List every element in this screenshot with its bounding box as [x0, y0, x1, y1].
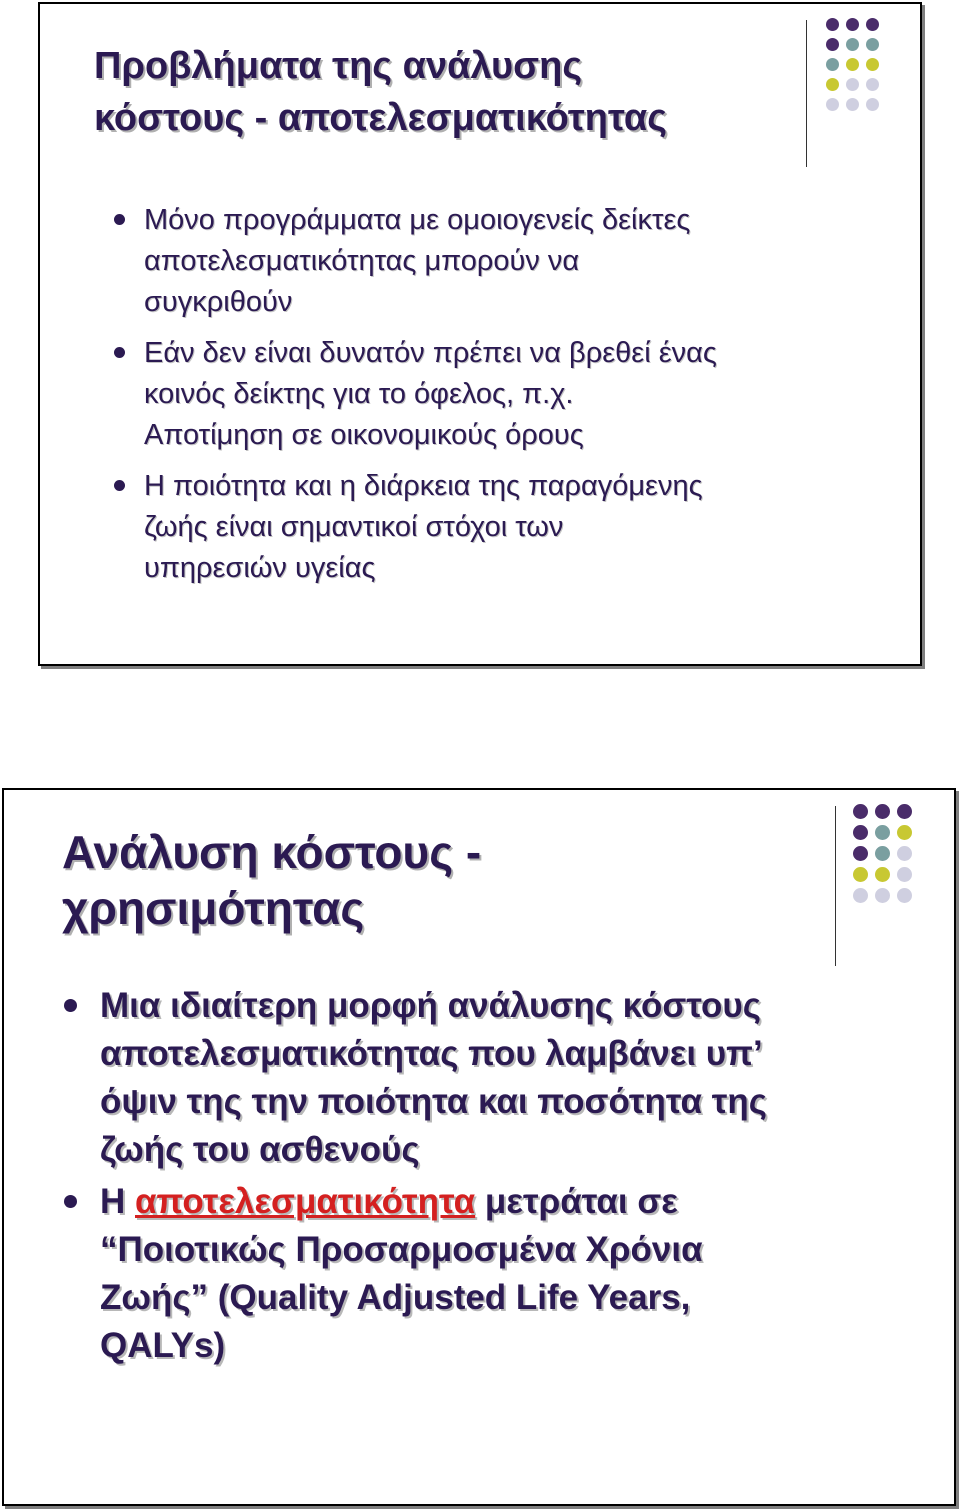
bullet-line: Εάν δεν είναι δυνατόν πρέπει να βρεθεί ένας [144, 337, 717, 369]
purple-dot [826, 18, 839, 31]
teal-dot [875, 846, 890, 861]
lavender-dot [853, 888, 868, 903]
purple-dot [846, 18, 859, 31]
bullet-line: Η ποιότητα και η διάρκεια της παραγόμενης [144, 470, 703, 502]
bullet-item [144, 200, 914, 323]
lavender-dot [897, 867, 912, 882]
title-line: χρησιμότητας [62, 882, 365, 934]
bullet-line: κοινός δείκτης για το όφελος, π.χ. [144, 378, 574, 410]
lavender-dot [897, 846, 912, 861]
title-line: κόστους - αποτελεσματικότητας [94, 97, 668, 139]
bullet-line: Μόνο προγράμματα με ομοιογενείς δείκτες [144, 204, 691, 236]
bullet-line: Ζωής” (Quality Adjusted Life Years, [100, 1278, 691, 1317]
yellow-dot [826, 78, 839, 91]
slide-2-bullet-list [100, 982, 940, 1374]
bullet-line: συγκριθούν [144, 286, 293, 318]
teal-dot [866, 38, 879, 51]
teal-dot [826, 58, 839, 71]
bullet-line: Μια ιδιαίτερη μορφή ανάλυσης κόστους [100, 986, 761, 1025]
yellow-dot [853, 867, 868, 882]
lavender-dot [875, 888, 890, 903]
slide-1-title [94, 40, 667, 144]
bullet-dot-icon [114, 347, 125, 358]
yellow-dot [897, 825, 912, 840]
slide-2-title [62, 824, 481, 936]
lavender-dot [866, 78, 879, 91]
bullet-item [144, 466, 914, 589]
bullet-line: QALYs) [100, 1326, 226, 1365]
slide-1 [38, 2, 922, 666]
yellow-dot [875, 867, 890, 882]
bullet-suffix: μετράται σε [475, 1182, 678, 1221]
purple-dot [853, 804, 868, 819]
title-line: Ανάλυση κόστους - [62, 826, 482, 878]
bullet-line: “Ποιοτικώς Προσαρμοσμένα Χρόνια [100, 1230, 703, 1269]
decorative-dot-grid [826, 18, 879, 111]
lavender-dot [846, 98, 859, 111]
teal-dot [846, 38, 859, 51]
bullet-line: όψιν της την ποιότητα και ποσότητα της [100, 1082, 767, 1121]
teal-dot [875, 825, 890, 840]
purple-dot [826, 38, 839, 51]
purple-dot [853, 825, 868, 840]
bullet-line: αποτελεσματικότητας μπορούν να [144, 245, 580, 277]
slide-1-bullet-list [144, 200, 914, 599]
bullet-item [100, 1178, 940, 1370]
bullet-line: ζωής είναι σημαντικοί στόχοι των [144, 511, 564, 543]
bullet-item [144, 333, 914, 456]
purple-dot [897, 804, 912, 819]
bullet-line: ζωής του ασθενούς [100, 1130, 420, 1169]
effectiveness-link[interactable]: αποτελεσματικότητα [135, 1182, 476, 1221]
yellow-dot [846, 58, 859, 71]
bullet-line: Αποτίμηση σε οικονομικούς όρους [144, 419, 584, 451]
bullet-dot-icon [64, 1195, 77, 1208]
purple-dot [853, 846, 868, 861]
bullet-dot-icon [114, 480, 125, 491]
yellow-dot [866, 58, 879, 71]
title-line: Προβλήματα της ανάλυσης [94, 45, 583, 87]
bullet-line [100, 1178, 940, 1226]
decorative-dot-grid [853, 804, 912, 903]
purple-dot [866, 18, 879, 31]
slide-2 [2, 788, 956, 1506]
purple-dot [875, 804, 890, 819]
lavender-dot [897, 888, 912, 903]
decorative-divider [835, 806, 836, 966]
bullet-prefix: Η [100, 1182, 135, 1221]
bullet-dot-icon [64, 999, 77, 1012]
bullet-line: υπηρεσιών υγείας [144, 552, 376, 584]
lavender-dot [846, 78, 859, 91]
bullet-item [100, 982, 940, 1174]
lavender-dot [826, 98, 839, 111]
decorative-divider [806, 20, 807, 167]
bullet-line: αποτελεσματικότητας που λαμβάνει υπ’ [100, 1034, 763, 1073]
bullet-dot-icon [114, 214, 125, 225]
lavender-dot [866, 98, 879, 111]
